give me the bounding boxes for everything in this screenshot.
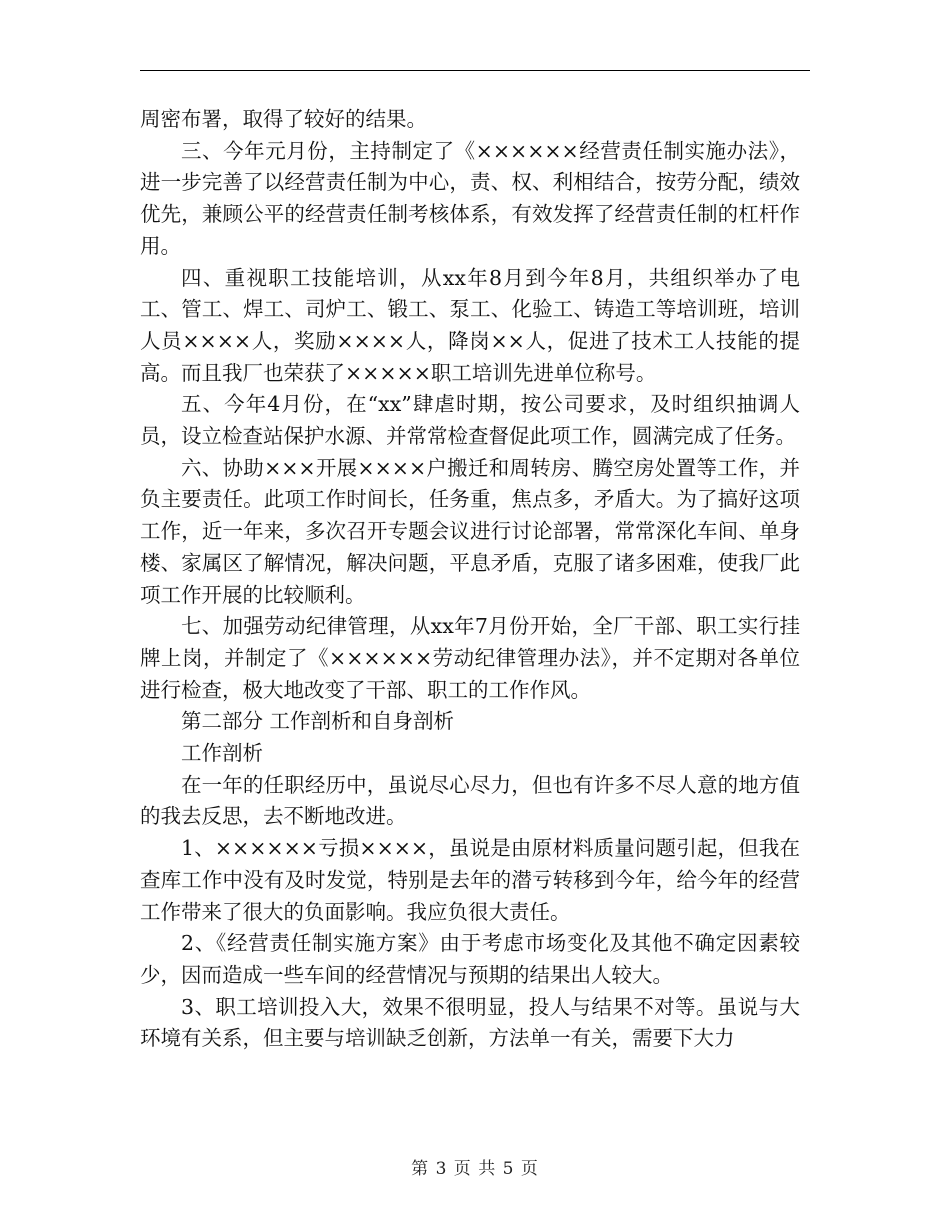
paragraph-intro: 在一年的任职经历中，虽说尽心尽力，但也有许多不尽人意的地方值的我去反思，去不断地改进。 [140, 772, 800, 829]
paragraph-item-6: 六、协助×××开展××××户搬迁和周转房、腾空房处置等工作，并负主要责任。此项工作时间长，任务重，焦点多，矛盾大。为了搞好这项工作，近一年来，多次召开专题会议进行讨论部署，常常深化车间、单身楼、家属区了解情况，解决问题，平息矛盾，克服了诸多困难，使我厂此项工作开展的比较顺利。 [140, 455, 800, 607]
subsection-heading: 工作剖析 [181, 741, 263, 766]
paragraph-point-3: 3、职工培训投入大，效果不很明显，投人与结果不对等。虽说与大环境有关系，但主要与培训缺乏创新，方法单一有关，需要下大力 [140, 994, 800, 1051]
document-body [140, 104, 800, 1055]
paragraph-continuation: 周密布署，取得了较好的结果。 [140, 107, 427, 131]
paragraph-point-2: 2、《经营责任制实施方案》由于考虑市场变化及其他不确定因素较少，因而造成一些车间的经营情况与预期的结果出人较大。 [140, 931, 800, 987]
paragraph-point-1: 1、××××××亏损××××，虽说是由原材料质量问题引起，但我在查库工作中没有及时发觉，特别是去年的潜亏转移到今年，给今年的经营工作带来了很大的负面影响。我应负很大责任。 [140, 836, 800, 924]
paragraph-item-3: 三、今年元月份，主持制定了《××××××经营责任制实施办法》，进一步完善了以经营责任制为中心，责、权、利相结合，按劳分配，绩效优先，兼顾公平的经营责任制考核体系，有效发挥了经营责任制的杠杆作用。 [140, 138, 800, 258]
header-rule [140, 70, 810, 71]
paragraph-item-5: 五、今年4月份，在“xx”肆虐时期，按公司要求，及时组织抽调人员，设立检查站保护水源、并常常检查督促此项工作，圆满完成了任务。 [140, 392, 800, 449]
paragraph-item-7: 七、加强劳动纪律管理，从xx年7月份开始，全厂干部、职工实行挂牌上岗，并制定了《××××××劳动纪律管理办法》，并不定期对各单位进行检查，极大地改变了干部、职工的工作作风。 [140, 614, 800, 702]
section-heading: 第二部分 工作剖析和自身剖析 [181, 709, 455, 734]
page-footer: 第 3 页 共 5 页 [411, 1159, 539, 1179]
paragraph-item-4: 四、重视职工技能培训，从xx年8月到今年8月，共组织举办了电工、管工、焊工、司炉工、锻工、泵工、化验工、铸造工等培训班，培训人员××××人，奖励××××人，降岗××人，促进了技术工人技能的提高。而且我厂也荣获了×××××职工培训先进单位称号。 [140, 265, 800, 385]
